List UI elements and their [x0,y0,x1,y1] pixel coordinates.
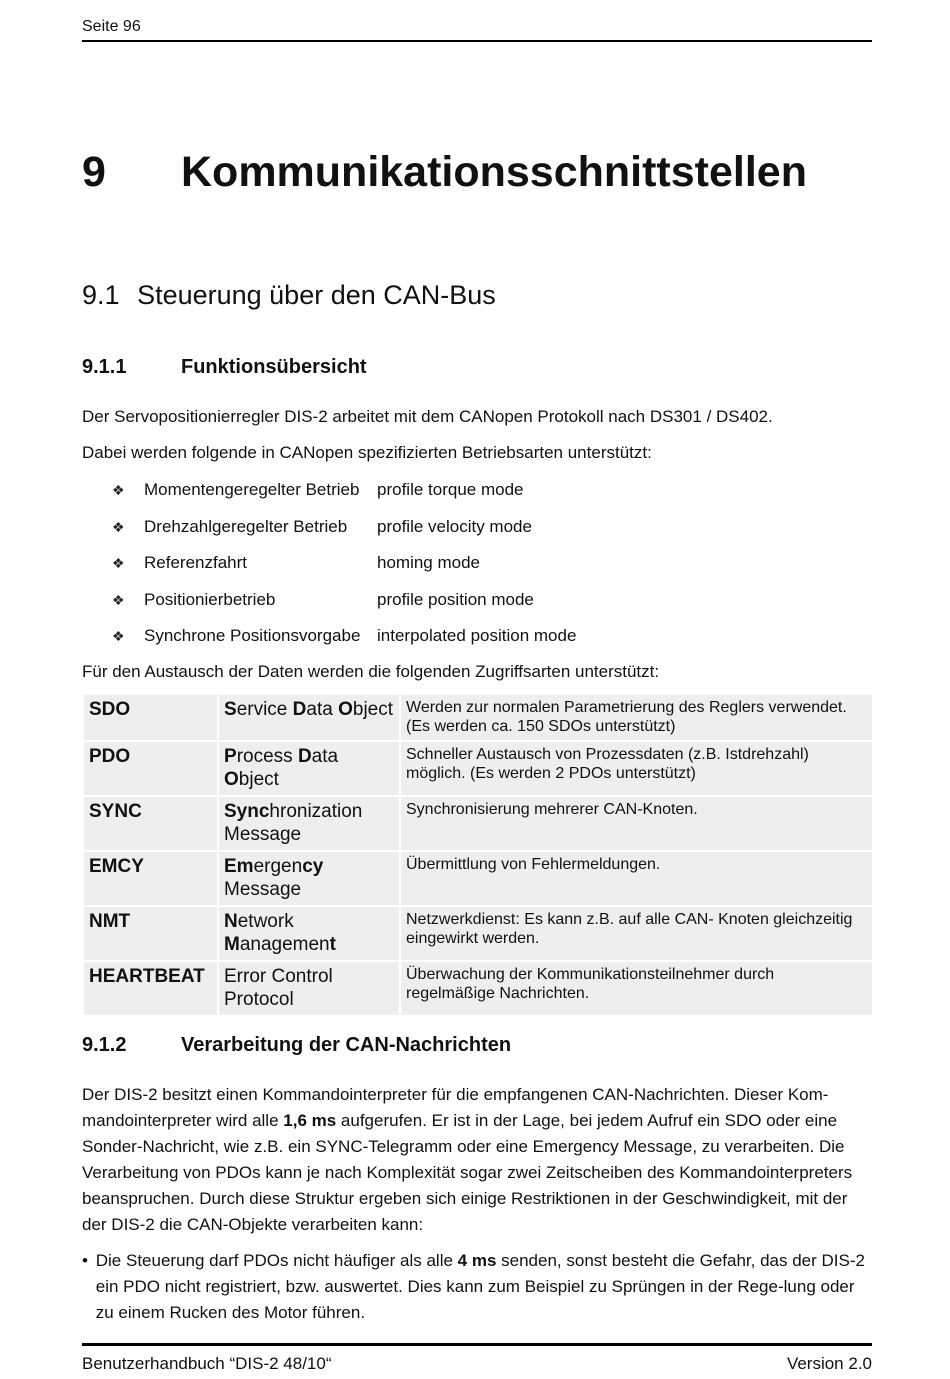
access-abbreviation: EMCY [84,852,217,905]
access-full-name [219,797,399,850]
access-intro: Für den Austausch der Daten werden die folgenden Zugriffsarten unterstützt: [82,662,660,681]
text-run: ervice [236,699,293,720]
text-run: Die Steuerung darf PDOs nicht häufiger als alle [95,1251,458,1270]
access-description: Werden zur normalen Parametrierung des Reglers verwendet. (Es werden ca. 150 SDOs unterstützt) [401,695,872,740]
text-run: aufgerufen. Er ist in der Lage, bei jedem Aufruf ein SDO oder eine Sonder-Nachricht, wie z.B. ein SYNC-Telegramm oder eine Emergency Message, zu verarbeiten. Die Verarbeitung von PDOs kann je nach Komplexität sogar zwei Zeitscheiben des Kommandointerpreters beanspruchen. Durch diese Struktur ergeben sich einige Restriktionen in der Geschwindigkeit, mit der der DIS-2 die CAN-Objekte verarbeiten kann: [82,1111,853,1234]
access-types-table [82,693,874,1017]
mode-english: profile velocity mode [377,516,532,536]
footer-title: Benutzerhandbuch “DIS-2 48/10“ [82,1354,332,1373]
table-row [84,852,872,905]
text-run: D [297,746,312,767]
text-run: cy [302,856,324,877]
text-run: hronization Message [224,801,363,845]
mode-item [112,478,576,515]
text-run: etwork [237,911,294,932]
list-item [82,1248,872,1326]
mode-item [112,624,576,661]
mode-name: Synchrone Positionsvorgabe [144,626,361,645]
text-run: Error Control Protocol [224,966,333,1010]
mode-english: homing mode [377,553,481,572]
text-run: D [292,699,307,720]
text-run: bject [352,699,394,720]
access-description: Netzwerkdienst: Es kann z.B. auf alle CAN- Knoten gleichzeitig eingewirkt werden. [401,907,872,960]
access-full-name [219,742,399,795]
access-full-name [219,695,399,740]
text-run: ata [311,746,339,767]
text-run: rocess [236,746,298,767]
intro-paragraph-1: Der Servopositionierregler DIS-2 arbeitet mit dem CANopen Protokoll nach DS301 / DS402. [82,407,773,426]
bullet-icon: • [82,1251,88,1270]
mode-name: Momentengeregelter Betrieb [144,480,360,499]
text-run: Der DIS-2 besitzt einen Kommandointerpreter für die empfangenen CAN-Nachrichten. Dieser Kom-mandointerpreter wird alle [82,1085,829,1130]
text-run: Em [224,856,254,877]
page-footer [82,1343,872,1374]
text-run: N [224,911,238,932]
table-row [84,797,872,850]
chapter-title: Kommunikationsschnittstellen [181,148,807,196]
text-run: anagemen [239,934,330,955]
text-run: O [224,769,239,790]
text-run: ergen [253,856,303,877]
diamond-bullet-icon: ❖ [112,482,125,498]
mode-item [112,588,576,625]
access-abbreviation: NMT [84,907,217,960]
text-run: Message [224,879,302,900]
table-row [84,695,872,740]
mode-english: profile torque mode [377,480,524,499]
access-full-name [219,852,399,905]
access-abbreviation: HEARTBEAT [84,962,217,1015]
access-description: Übermittlung von Fehlermeldungen. [401,852,872,905]
diamond-bullet-icon: ❖ [112,591,125,608]
access-full-name [219,907,399,960]
text-run: P [224,746,237,767]
mode-name: Referenzfahrt [144,553,247,572]
mode-item [112,551,576,588]
table-row [84,907,872,960]
footer-version: Version 2.0 [786,1354,872,1373]
subsection-title: Funktionsübersicht [181,356,367,378]
table-row [84,962,872,1015]
access-abbreviation: SDO [84,695,217,740]
mode-name: Positionierbetrieb [144,589,276,609]
restrictions-list [82,1248,872,1326]
subsection-title: Verarbeitung der CAN-Nachrichten [181,1034,512,1056]
table-row [84,742,872,795]
text-run: M [224,934,240,955]
chapter-heading [82,148,872,197]
text-run: Sync [224,801,270,822]
mode-item [112,515,576,552]
subsection-heading-overview [82,356,367,379]
mode-name: Drehzahlgeregelter Betrieb [144,516,348,536]
diamond-bullet-icon: ❖ [112,555,125,571]
text-run: O [338,699,353,720]
text-run: ata [306,699,339,720]
diamond-bullet-icon: ❖ [112,628,125,644]
text-run: S [224,699,237,720]
mode-english: profile position mode [377,589,534,609]
text-run: t [329,934,336,955]
restriction-text [96,1248,872,1326]
diamond-bullet-icon: ❖ [112,518,125,535]
access-description: Synchronisierung mehrerer CAN-Knoten. [401,797,872,850]
chapter-number: 9 [82,148,106,196]
access-abbreviation: PDO [84,742,217,795]
intro-paragraph-2: Dabei werden folgende in CANopen spezifizierten Betriebsarten unterstützt: [82,443,652,462]
processing-paragraph [82,1082,872,1238]
text-run: 4 ms [457,1251,497,1270]
page-number: Seite 96 [82,18,141,35]
subsection-heading-processing [82,1034,511,1057]
mode-english: interpolated position mode [377,626,577,645]
access-description: Überwachung der Kommunikationsteilnehmer durch regelmäßige Nachrichten. [401,962,872,1015]
text-run: senden, sonst besteht die Gefahr, das der DIS-2 ein PDO nicht registriert, bzw. auswertet. Dies kann zum Beispiel zu Sprüngen in der Rege-lung oder zu einem Rucken des Motor führen. [95,1251,865,1322]
subsection-number: 9.1.2 [82,1034,127,1056]
access-full-name [219,962,399,1015]
section-heading [82,280,496,311]
page-header [82,18,872,42]
access-description: Schneller Austausch von Prozessdaten (z.B. Istdrehzahl) möglich. (Es werden 2 PDOs unterstützt) [401,742,872,795]
section-title: Steuerung über den CAN-Bus [137,280,496,310]
operating-modes-list [112,478,576,661]
text-run: bject [238,769,279,790]
subsection-number: 9.1.1 [82,356,127,378]
text-run: 1,6 ms [283,1111,337,1130]
access-abbreviation: SYNC [84,797,217,850]
section-number: 9.1 [82,280,120,310]
